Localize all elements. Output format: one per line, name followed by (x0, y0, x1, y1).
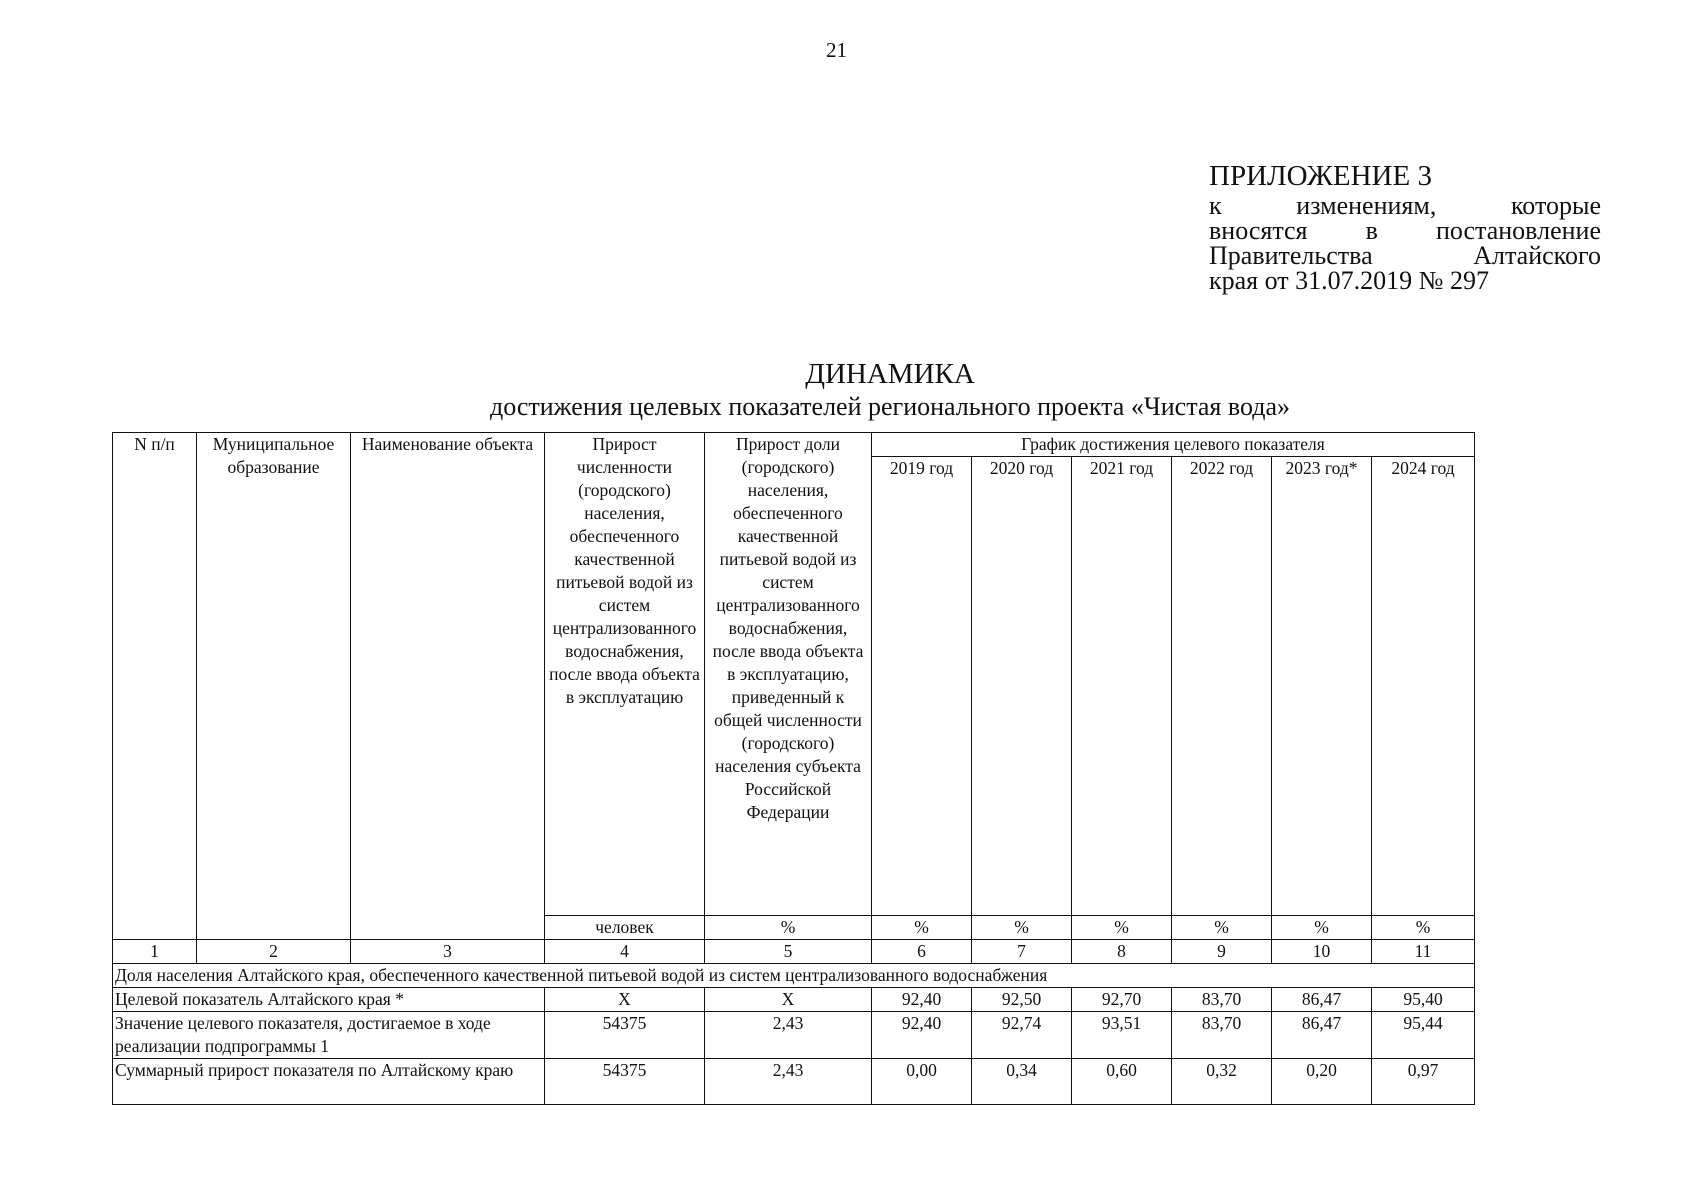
row-year-value: 0,97 (1372, 1059, 1475, 1105)
header-year: 2024 год (1372, 457, 1475, 916)
row-year-value: 92,40 (872, 988, 972, 1012)
section-row (113, 964, 1475, 988)
appendix-line: Правительства Алтайского (1209, 241, 1601, 270)
page-number: 21 (826, 38, 847, 62)
row-population: X (545, 988, 705, 1012)
table-row (113, 1012, 1475, 1059)
appendix-title: ПРИЛОЖЕНИЕ 3 (1209, 160, 1432, 192)
appendix-line: к изменениям, которые (1209, 191, 1601, 220)
row-year-value: 83,70 (1172, 988, 1272, 1012)
row-share: 2,43 (705, 1059, 872, 1105)
column-number: 4 (545, 940, 705, 964)
header-number: N п/п (113, 433, 197, 940)
unit-cell: % (1172, 916, 1272, 940)
row-year-value: 0,20 (1272, 1059, 1372, 1105)
row-label: Суммарный прирост показателя по Алтайскому краю (113, 1059, 545, 1105)
row-year-value: 86,47 (1272, 1012, 1372, 1059)
section-title: Доля населения Алтайского края, обеспеченного качественной питьевой водой из систем централизованного водоснабжения (113, 964, 1475, 988)
row-year-value: 95,40 (1372, 988, 1475, 1012)
column-number: 2 (197, 940, 351, 964)
row-population: 54375 (545, 1012, 705, 1059)
row-year-value: 92,70 (1072, 988, 1172, 1012)
row-year-value: 92,74 (972, 1012, 1072, 1059)
header-year: 2021 год (1072, 457, 1172, 916)
table-row (113, 988, 1475, 1012)
column-number: 9 (1172, 940, 1272, 964)
row-year-value: 92,50 (972, 988, 1072, 1012)
unit-cell: % (1272, 916, 1372, 940)
column-number: 8 (1072, 940, 1172, 964)
row-population: 54375 (545, 1059, 705, 1105)
column-numbers-row (113, 940, 1475, 964)
table-row (113, 1059, 1475, 1105)
unit-cell: % (1072, 916, 1172, 940)
document-subtitle: достижения целевых показателей регионального проекта «Чистая вода» (489, 392, 1290, 421)
row-label: Целевой показатель Алтайского края * (113, 988, 545, 1012)
row-year-value: 0,34 (972, 1059, 1072, 1105)
header-municipality: Муниципальное образование (197, 433, 351, 940)
row-label: Значение целевого показателя, достигаемое в ходе реализации подпрограммы 1 (113, 1012, 545, 1059)
row-year-value: 0,60 (1072, 1059, 1172, 1105)
header-year: 2023 год* (1272, 457, 1372, 916)
document-title: ДИНАМИКА (805, 358, 975, 390)
header-year: 2019 год (872, 457, 972, 916)
indicators-table (112, 432, 1475, 1105)
header-year: 2020 год (972, 457, 1072, 916)
appendix-line: края от 31.07.2019 № 297 (1209, 266, 1489, 295)
column-number: 7 (972, 940, 1072, 964)
unit-cell: % (1372, 916, 1475, 940)
column-number: 11 (1372, 940, 1475, 964)
row-year-value: 93,51 (1072, 1012, 1172, 1059)
row-year-value: 95,44 (1372, 1012, 1475, 1059)
header-share-growth: Прирост доли (городского) населения, обеспеченного качественной питьевой водой из систем централизованного водоснабжения, после ввода объекта в эксплуатацию, приведенный к общей численности (городского) населения субъекта Российской Федерации (705, 433, 872, 916)
header-row (113, 433, 1475, 457)
header-object-name: Наименование объекта (351, 433, 545, 940)
unit-cell: человек (545, 916, 705, 940)
unit-cell: % (972, 916, 1072, 940)
unit-cell: % (872, 916, 972, 940)
unit-cell: % (705, 916, 872, 940)
column-number: 10 (1272, 940, 1372, 964)
column-number: 3 (351, 940, 545, 964)
row-share: 2,43 (705, 1012, 872, 1059)
row-share: X (705, 988, 872, 1012)
column-number: 5 (705, 940, 872, 964)
header-schedule-group: График достижения целевого показателя (872, 433, 1475, 457)
row-year-value: 0,00 (872, 1059, 972, 1105)
row-year-value: 0,32 (1172, 1059, 1272, 1105)
appendix-block (1209, 160, 1601, 293)
header-population-growth: Прирост численности (городского) населения, обеспеченного качественной питьевой водой из систем централизованного водоснабжения, после ввода объекта в эксплуатацию (545, 433, 705, 916)
appendix-line: вносятся в постановление (1209, 216, 1601, 245)
column-number: 6 (872, 940, 972, 964)
column-number: 1 (113, 940, 197, 964)
row-year-value: 86,47 (1272, 988, 1372, 1012)
row-year-value: 83,70 (1172, 1012, 1272, 1059)
header-year: 2022 год (1172, 457, 1272, 916)
row-year-value: 92,40 (872, 1012, 972, 1059)
